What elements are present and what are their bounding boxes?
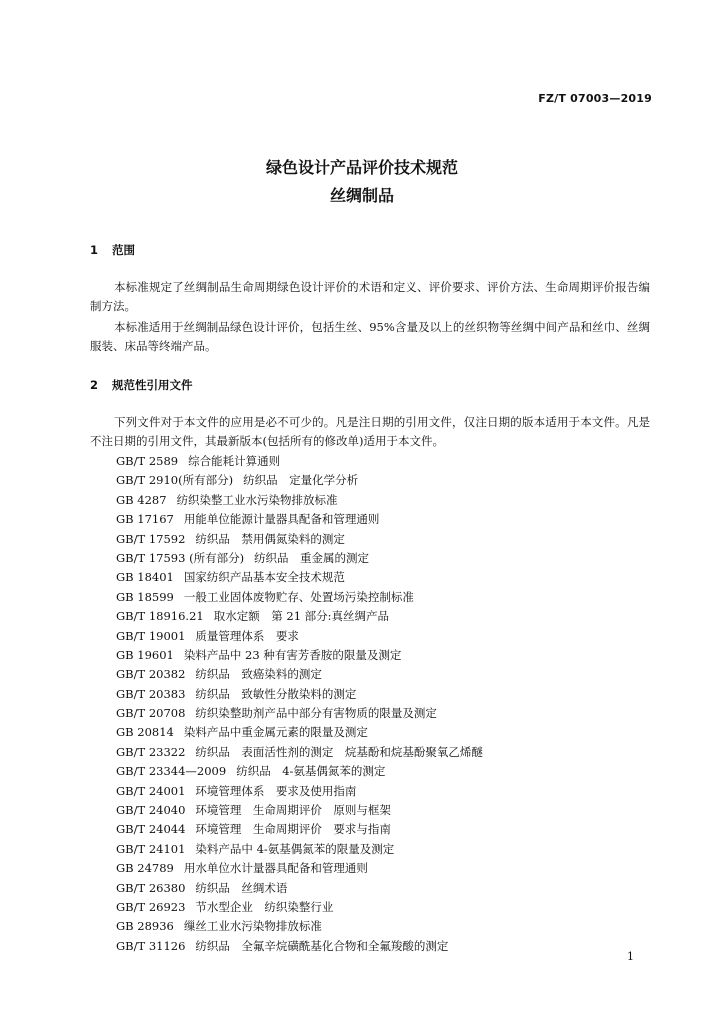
- reference-title: 纺织品 重金属的测定: [254, 550, 370, 565]
- reference-title: 纺织染整工业水污染物排放标准: [176, 492, 338, 507]
- reference-code: GB/T 23344—2009: [116, 764, 227, 779]
- reference-item: [116, 452, 483, 471]
- reference-title: 纺织品 表面活性剂的测定 烷基酚和烷基酚聚氧乙烯醚: [195, 744, 483, 759]
- reference-title: 染料产品中 23 种有害芳香胺的限量及测定: [183, 647, 402, 662]
- reference-code: GB/T 31126: [116, 938, 186, 953]
- reference-title: 缫丝工业水污染物排放标准: [183, 919, 322, 934]
- section-2-number: 2: [90, 378, 99, 392]
- reference-title: 纺织品 禁用偶氮染料的测定: [195, 531, 345, 546]
- reference-code: GB 18401: [116, 570, 174, 585]
- section-1-number: 1: [90, 243, 99, 257]
- reference-code: GB/T 26380: [116, 880, 186, 895]
- reference-title: 一般工业固体废物贮存、处置场污染控制标准: [183, 589, 414, 604]
- reference-title: 纺织品 4-氨基偶氮苯的测定: [236, 764, 386, 779]
- reference-item: [116, 491, 483, 510]
- reference-item: [116, 588, 483, 607]
- reference-item: [116, 723, 483, 742]
- reference-title: 综合能耗计算通则: [188, 454, 281, 468]
- reference-code: GB/T 26923: [116, 899, 186, 914]
- section-2-intro: 下列文件对于本文件的应用是必不可少的。凡是注日期的引用文件，仅注日期的版本适用于本文件。凡是不注日期的引用文件，其最新版本(包括所有的修改单)适用于本文件。: [90, 415, 650, 448]
- reference-code: GB/T 2910(所有部分): [116, 473, 234, 488]
- reference-code: GB/T 20382: [116, 667, 186, 682]
- reference-item: [116, 627, 483, 646]
- document-subtitle: 丝绸制品: [329, 186, 394, 205]
- reference-title: 取水定额 第 21 部分:真丝绸产品: [213, 609, 390, 624]
- reference-title: 纺织品 致癌染料的测定: [195, 667, 322, 682]
- reference-item: [116, 859, 483, 878]
- reference-title: 用水单位水计量器具配备和管理通则: [183, 861, 368, 876]
- reference-item: [116, 704, 483, 723]
- reference-list: [116, 452, 483, 956]
- reference-title: 纺织染整助剂产品中部分有害物质的限量及测定: [195, 706, 437, 721]
- reference-title: 节水型企业 纺织染整行业: [195, 899, 334, 914]
- reference-title: 染料产品中 4-氨基偶氮苯的限量及测定: [195, 841, 395, 856]
- standard-code: FZ/T 07003—2019: [538, 92, 652, 105]
- reference-item: [116, 607, 483, 626]
- reference-item: [116, 801, 483, 820]
- section-1-heading: [90, 242, 135, 258]
- reference-code: GB 17167: [116, 512, 174, 527]
- reference-item: [116, 840, 483, 859]
- reference-code: GB/T 24001: [116, 783, 186, 798]
- page-number: 1: [627, 950, 634, 963]
- reference-title: 纺织品 定量化学分析: [243, 473, 359, 488]
- reference-code: GB/T 19001: [116, 628, 186, 643]
- section-2-title: 规范性引用文件: [112, 378, 193, 392]
- document-title: 绿色设计产品评价技术规范: [265, 158, 458, 177]
- reference-code: GB/T 23322: [116, 744, 186, 759]
- reference-item: [116, 530, 483, 549]
- reference-code: GB/T 20383: [116, 686, 186, 701]
- reference-item: [116, 685, 483, 704]
- reference-title: 纺织品 丝绸术语: [195, 880, 288, 895]
- reference-title: 环境管理体系 要求及使用指南: [195, 783, 357, 798]
- reference-item: [116, 471, 483, 490]
- reference-item: [116, 898, 483, 917]
- reference-item: [116, 665, 483, 684]
- section-2-heading: [90, 377, 193, 393]
- reference-item: [116, 568, 483, 587]
- reference-code: GB/T 24040: [116, 803, 186, 818]
- reference-item: [116, 743, 483, 762]
- reference-item: [116, 646, 483, 665]
- reference-title: 环境管理 生命周期评价 原则与框架: [195, 803, 391, 818]
- reference-code: GB/T 24101: [116, 841, 186, 856]
- reference-item: [116, 549, 483, 568]
- reference-title: 质量管理体系 要求: [195, 628, 299, 643]
- reference-code: GB/T 20708: [116, 706, 186, 721]
- section-1-paragraph-1: 本标准规定了丝绸制品生命周期绿色设计评价的术语和定义、评价要求、评价方法、生命周期评价报告编制方法。: [90, 280, 650, 313]
- reference-title: 环境管理 生命周期评价 要求与指南: [195, 822, 391, 837]
- reference-code: GB 18599: [116, 589, 174, 604]
- reference-item: [116, 879, 483, 898]
- reference-code: GB/T 17593 (所有部分): [116, 550, 245, 565]
- reference-item: [116, 937, 483, 956]
- reference-code: GB/T 18916.21: [116, 609, 204, 624]
- section-1-title: 范围: [112, 243, 135, 257]
- reference-title: 染料产品中重金属元素的限量及测定: [183, 725, 368, 740]
- reference-code: GB 19601: [116, 647, 174, 662]
- reference-item: [116, 917, 483, 936]
- reference-code: GB 28936: [116, 919, 174, 934]
- reference-code: GB/T 2589: [116, 454, 179, 468]
- reference-title: 纺织品 致敏性分散染料的测定: [195, 686, 357, 701]
- reference-title: 用能单位能源计量器具配备和管理通则: [183, 512, 380, 527]
- reference-title: 纺织品 全氟辛烷磺酰基化合物和全氟羧酸的测定: [195, 938, 449, 953]
- reference-code: GB 4287: [116, 492, 167, 507]
- reference-title: 国家纺织产品基本安全技术规范: [183, 570, 345, 585]
- reference-item: [116, 510, 483, 529]
- section-1-paragraph-2: 本标准适用于丝绸制品绿色设计评价，包括生丝、95%含量及以上的丝织物等丝绸中间产品和丝巾、丝绸服装、床品等终端产品。: [90, 320, 650, 353]
- reference-item: [116, 820, 483, 839]
- reference-code: GB 20814: [116, 725, 174, 740]
- reference-code: GB/T 24044: [116, 822, 186, 837]
- reference-code: GB 24789: [116, 861, 174, 876]
- reference-item: [116, 762, 483, 781]
- reference-item: [116, 782, 483, 801]
- reference-code: GB/T 17592: [116, 531, 186, 546]
